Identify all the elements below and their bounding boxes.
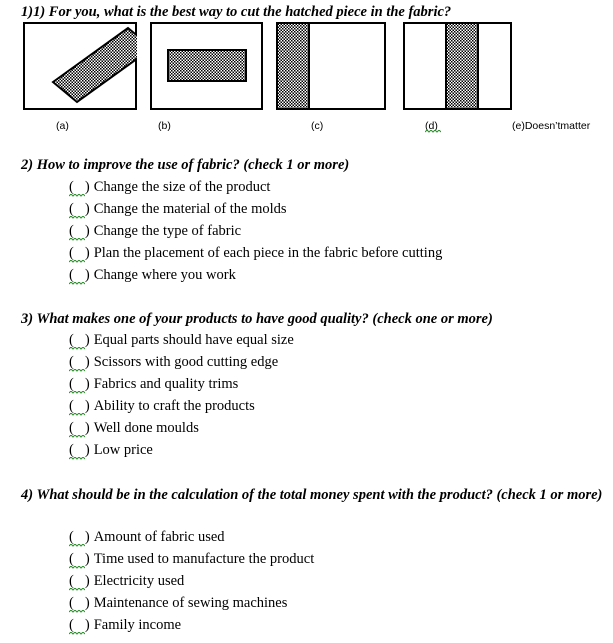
option-label: Fabrics and quality trims bbox=[93, 376, 239, 392]
spellcheck-underline-icon bbox=[69, 194, 85, 198]
checkbox[interactable]: ( ) bbox=[69, 354, 90, 371]
q2-option bbox=[69, 223, 241, 240]
checkbox[interactable]: ( ) bbox=[69, 201, 90, 218]
question-4-title: 4) What should be in the calculation of the total money spent with the product? (check 1 or more) bbox=[21, 487, 603, 503]
option-label: Change the type of fabric bbox=[93, 223, 242, 239]
q4-option bbox=[69, 595, 287, 612]
checkbox[interactable]: ( ) bbox=[69, 223, 90, 240]
checkbox[interactable]: ( ) bbox=[69, 595, 90, 612]
checkbox[interactable]: ( ) bbox=[69, 551, 90, 568]
option-label: Scissors with good cutting edge bbox=[93, 354, 279, 370]
figure-option-c[interactable] bbox=[276, 22, 386, 110]
q3-option bbox=[69, 354, 278, 371]
option-label: Plan the placement of each piece in the fabric before cutting bbox=[93, 245, 443, 261]
spellcheck-underline-icon bbox=[69, 238, 85, 242]
checkbox[interactable]: ( ) bbox=[69, 442, 90, 459]
figure-option-d[interactable] bbox=[403, 22, 512, 110]
checkbox[interactable]: ( ) bbox=[69, 179, 90, 196]
q2-option bbox=[69, 267, 236, 284]
option-label: Maintenance of sewing machines bbox=[93, 595, 288, 611]
caption-c: (c) bbox=[311, 120, 324, 132]
option-label: Equal parts should have equal size bbox=[93, 332, 294, 348]
spellcheck-underline-icon bbox=[69, 588, 85, 592]
spellcheck-underline-icon bbox=[69, 544, 85, 548]
spellcheck-underline-icon bbox=[69, 216, 85, 220]
checkbox[interactable]: ( ) bbox=[69, 267, 90, 284]
question-3-title: 3) What makes one of your products to have good quality? (check one or more) bbox=[21, 311, 493, 327]
option-label: Change the material of the molds bbox=[93, 201, 287, 217]
q2-option bbox=[69, 179, 270, 196]
q2-option bbox=[69, 201, 287, 218]
checkbox[interactable]: ( ) bbox=[69, 332, 90, 349]
checkbox[interactable]: ( ) bbox=[69, 420, 90, 437]
spellcheck-underline-icon bbox=[69, 260, 85, 264]
caption-b: (b) bbox=[158, 120, 171, 132]
spellcheck-underline-icon bbox=[69, 413, 85, 417]
caption-a: (a) bbox=[56, 120, 69, 132]
spellcheck-underline-icon bbox=[69, 632, 85, 636]
checkbox[interactable]: ( ) bbox=[69, 617, 90, 634]
option-label: Ability to craft the products bbox=[93, 398, 255, 414]
checkbox[interactable]: ( ) bbox=[69, 376, 90, 393]
q3-option bbox=[69, 420, 199, 437]
caption-e: (e)Doesn’tmatter bbox=[512, 120, 591, 132]
q3-option bbox=[69, 398, 255, 415]
figure-option-b[interactable] bbox=[150, 22, 263, 110]
spellcheck-underline-icon bbox=[69, 347, 85, 351]
option-label: Change the size of the product bbox=[93, 179, 271, 195]
spellcheck-underline-icon bbox=[69, 391, 85, 395]
q3-option bbox=[69, 442, 153, 459]
spellcheck-underline-icon bbox=[69, 566, 85, 570]
option-label: Well done moulds bbox=[93, 420, 199, 436]
checkbox[interactable]: ( ) bbox=[69, 573, 90, 590]
q4-option bbox=[69, 573, 184, 590]
checkbox[interactable]: ( ) bbox=[69, 529, 90, 546]
option-label: Family income bbox=[93, 617, 182, 633]
option-label: Change where you work bbox=[93, 267, 236, 283]
spellcheck-underline-icon bbox=[69, 282, 85, 286]
q3-option bbox=[69, 332, 294, 349]
spellcheck-underline-icon bbox=[69, 610, 85, 614]
spellcheck-underline-icon bbox=[69, 435, 85, 439]
q2-option bbox=[69, 245, 442, 262]
figure-option-a[interactable] bbox=[23, 22, 137, 110]
q3-option bbox=[69, 376, 238, 393]
option-label: Electricity used bbox=[93, 573, 185, 589]
q4-option bbox=[69, 529, 225, 546]
checkbox[interactable]: ( ) bbox=[69, 245, 90, 262]
checkbox[interactable]: ( ) bbox=[69, 398, 90, 415]
option-label: Low price bbox=[93, 442, 153, 458]
spellcheck-underline-icon bbox=[425, 130, 441, 134]
caption-d: (d) bbox=[425, 120, 438, 132]
question-2-title: 2) How to improve the use of fabric? (check 1 or more) bbox=[21, 157, 350, 173]
question-1-title: 1)1) For you, what is the best way to cut the hatched piece in the fabric? bbox=[21, 4, 452, 20]
option-label: Time used to manufacture the product bbox=[93, 551, 315, 567]
spellcheck-underline-icon bbox=[69, 457, 85, 461]
option-label: Amount of fabric used bbox=[93, 529, 225, 545]
spellcheck-underline-icon bbox=[69, 369, 85, 373]
q4-option bbox=[69, 617, 181, 634]
q4-option bbox=[69, 551, 314, 568]
